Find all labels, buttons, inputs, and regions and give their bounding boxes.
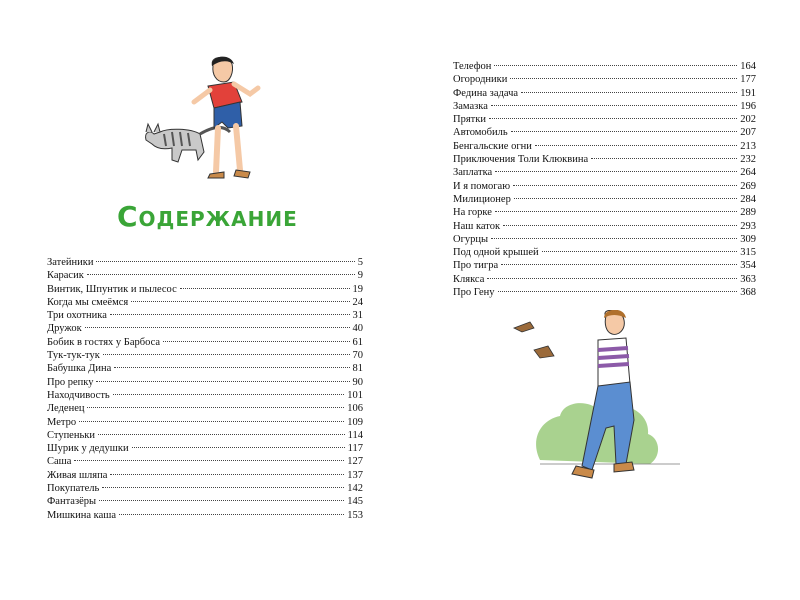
- toc-entry: [47, 336, 363, 349]
- toc-entry: [453, 153, 756, 166]
- toc-leader-dots: [491, 238, 737, 239]
- toc-leader-dots: [591, 158, 737, 159]
- toc-entry-title: Клякса: [453, 273, 485, 285]
- toc-entry: [453, 233, 756, 246]
- toc-entry: [47, 256, 363, 269]
- toc-entry-title: Телефон: [453, 61, 492, 72]
- toc-entry-page-number: 315: [740, 247, 756, 259]
- toc-entry: [47, 322, 363, 335]
- toc-leader-dots: [487, 278, 737, 279]
- toc-entry-title: Огурцы: [453, 233, 489, 245]
- toc-leader-dots: [513, 185, 737, 186]
- toc-entry-page-number: 19: [352, 283, 363, 295]
- toc-entry: [453, 126, 756, 139]
- toc-entry: [47, 296, 363, 309]
- toc-entry: [47, 495, 363, 508]
- toc-entry-title: Про тигра: [453, 260, 499, 272]
- bird-1: [514, 322, 534, 332]
- toc-entry-title: Живая шляпа: [47, 469, 108, 481]
- toc-leader-dots: [85, 327, 350, 328]
- toc-entry: [47, 429, 363, 442]
- toc-leader-dots: [495, 171, 737, 172]
- toc-entry-page-number: 90: [352, 376, 363, 388]
- toc-leader-dots: [501, 264, 737, 265]
- boy-with-cat-illustration: [138, 52, 278, 192]
- toc-leader-dots: [96, 381, 349, 382]
- toc-leader-dots: [131, 301, 349, 302]
- toc-leader-dots: [180, 288, 350, 289]
- toc-leader-dots: [87, 274, 355, 275]
- toc-entry-page-number: 196: [740, 100, 756, 112]
- toc-entry: [453, 246, 756, 259]
- toc-entry-page-number: 213: [740, 140, 756, 152]
- toc-leader-dots: [542, 251, 738, 252]
- toc-entry-page-number: 101: [347, 389, 363, 401]
- toc-entry: [47, 362, 363, 375]
- toc-entry: [453, 60, 756, 73]
- toc-leader-dots: [510, 78, 737, 79]
- toc-leader-dots: [102, 487, 344, 488]
- toc-entry-page-number: 142: [347, 483, 363, 495]
- toc-entry-title: Когда мы смеёмся: [47, 296, 129, 308]
- toc-left-column: [47, 256, 363, 522]
- boy-walking-illustration: [510, 310, 690, 500]
- toc-entry-title: Огородники: [453, 74, 508, 86]
- toc-entry-page-number: 153: [347, 509, 363, 521]
- toc-entry-title: Мишкина каша: [47, 509, 117, 521]
- toc-leader-dots: [119, 514, 344, 515]
- toc-leader-dots: [96, 261, 354, 262]
- toc-entry: [47, 269, 363, 282]
- toc-entry-title: Дружок: [47, 323, 82, 335]
- boy-figure: [194, 57, 258, 178]
- toc-entry: [47, 402, 363, 415]
- toc-entry-page-number: 114: [347, 429, 363, 441]
- toc-leader-dots: [132, 447, 345, 448]
- toc-entry-title: И я помогаю: [453, 180, 511, 192]
- toc-entry: [47, 469, 363, 482]
- toc-entry-title: Тук-тук-тук: [47, 350, 100, 362]
- toc-entry-title: Федина задача: [453, 87, 519, 99]
- toc-leader-dots: [498, 291, 738, 292]
- toc-right-column: [453, 60, 756, 299]
- toc-leader-dots: [495, 211, 737, 212]
- toc-entry-page-number: 70: [352, 350, 363, 362]
- toc-leader-dots: [489, 118, 737, 119]
- toc-entry-page-number: 293: [740, 220, 756, 232]
- toc-entry-page-number: 289: [740, 207, 756, 219]
- toc-leader-dots: [514, 198, 737, 199]
- toc-entry: [47, 283, 363, 296]
- toc-entry: [453, 206, 756, 219]
- toc-leader-dots: [74, 460, 344, 461]
- toc-entry-title: Милиционер: [453, 193, 511, 205]
- toc-leader-dots: [503, 225, 737, 226]
- toc-leader-dots: [113, 394, 345, 395]
- toc-entry: [453, 166, 756, 179]
- toc-entry-title: Фантазёры: [47, 496, 97, 508]
- toc-entry-title: Находчивость: [47, 389, 110, 401]
- toc-entry-page-number: 31: [352, 310, 363, 322]
- toc-leader-dots: [535, 145, 737, 146]
- toc-entry-title: На горке: [453, 207, 492, 219]
- toc-entry-page-number: 9: [357, 270, 363, 282]
- contents-title: Содержание: [117, 200, 298, 233]
- toc-entry-title: Про Гену: [453, 287, 495, 299]
- toc-leader-dots: [79, 421, 344, 422]
- toc-entry-title: Ступеньки: [47, 429, 95, 441]
- toc-entry: [453, 180, 756, 193]
- toc-entry-title: Бенгальские огни: [453, 140, 532, 152]
- toc-entry-page-number: 177: [740, 74, 756, 86]
- toc-entry-title: Винтик, Шпунтик и пылесос: [47, 283, 177, 295]
- toc-entry-title: Наш каток: [453, 220, 501, 232]
- toc-entry-page-number: 368: [740, 287, 756, 299]
- toc-entry-page-number: 61: [352, 336, 363, 348]
- toc-entry-page-number: 145: [347, 496, 363, 508]
- toc-entry-page-number: 191: [740, 87, 756, 99]
- toc-entry-title: Шурик у дедушки: [47, 443, 129, 455]
- toc-entry-page-number: 232: [740, 154, 756, 166]
- toc-entry-page-number: 106: [347, 403, 363, 415]
- toc-leader-dots: [163, 341, 349, 342]
- toc-entry: [47, 442, 363, 455]
- toc-entry-page-number: 117: [347, 443, 363, 455]
- toc-entry-page-number: 24: [352, 296, 363, 308]
- toc-entry-page-number: 40: [352, 323, 363, 335]
- toc-entry: [47, 482, 363, 495]
- toc-entry: [47, 509, 363, 522]
- toc-leader-dots: [114, 367, 349, 368]
- toc-entry-page-number: 81: [352, 363, 363, 375]
- toc-entry: [453, 220, 756, 233]
- toc-entry-title: Три охотника: [47, 310, 107, 322]
- toc-entry-page-number: 127: [347, 456, 363, 468]
- toc-entry: [47, 349, 363, 362]
- toc-entry-page-number: 264: [740, 167, 756, 179]
- toc-entry: [47, 389, 363, 402]
- toc-entry-title: Под одной крышей: [453, 247, 539, 259]
- toc-leader-dots: [511, 131, 738, 132]
- toc-leader-dots: [87, 407, 344, 408]
- toc-entry-page-number: 5: [357, 257, 363, 268]
- toc-entry-title: Бобик в гостях у Барбоса: [47, 336, 161, 348]
- toc-entry-page-number: 284: [740, 193, 756, 205]
- toc-entry-title: Приключения Толи Клюквина: [453, 154, 589, 166]
- toc-leader-dots: [521, 92, 737, 93]
- toc-entry-page-number: 363: [740, 273, 756, 285]
- toc-entry: [47, 455, 363, 468]
- toc-entry: [453, 73, 756, 86]
- toc-leader-dots: [98, 434, 345, 435]
- toc-leader-dots: [103, 354, 350, 355]
- toc-entry-title: Затейники: [47, 257, 94, 268]
- toc-entry-page-number: 137: [347, 469, 363, 481]
- toc-entry: [453, 286, 756, 299]
- toc-entry-title: Про репку: [47, 376, 94, 388]
- bird-2: [534, 346, 554, 358]
- toc-leader-dots: [110, 314, 350, 315]
- toc-entry-page-number: 207: [740, 127, 756, 139]
- toc-leader-dots: [110, 474, 344, 475]
- toc-entry-title: Замазка: [453, 100, 488, 112]
- toc-entry: [453, 87, 756, 100]
- toc-entry-page-number: 109: [347, 416, 363, 428]
- toc-entry: [453, 273, 756, 286]
- toc-entry: [453, 100, 756, 113]
- toc-leader-dots: [491, 105, 737, 106]
- toc-entry: [453, 259, 756, 272]
- toc-entry: [47, 309, 363, 322]
- toc-entry-page-number: 164: [740, 61, 756, 72]
- toc-entry-page-number: 354: [740, 260, 756, 272]
- toc-leader-dots: [99, 500, 344, 501]
- toc-entry: [453, 140, 756, 153]
- toc-entry-title: Заплатка: [453, 167, 493, 179]
- toc-entry-title: Карасик: [47, 270, 84, 282]
- toc-entry-title: Автомобиль: [453, 127, 508, 139]
- toc-entry-title: Леденец: [47, 403, 85, 415]
- toc-entry: [453, 193, 756, 206]
- toc-entry: [47, 416, 363, 429]
- toc-entry-title: Бабушка Дина: [47, 363, 112, 375]
- toc-entry-page-number: 309: [740, 233, 756, 245]
- toc-entry-page-number: 202: [740, 114, 756, 126]
- toc-entry: [47, 376, 363, 389]
- toc-entry-title: Саша: [47, 456, 72, 468]
- toc-entry-title: Покупатель: [47, 483, 100, 495]
- toc-entry-title: Метро: [47, 416, 77, 428]
- toc-entry: [453, 113, 756, 126]
- toc-leader-dots: [494, 65, 737, 66]
- toc-entry-page-number: 269: [740, 180, 756, 192]
- toc-entry-title: Прятки: [453, 114, 486, 126]
